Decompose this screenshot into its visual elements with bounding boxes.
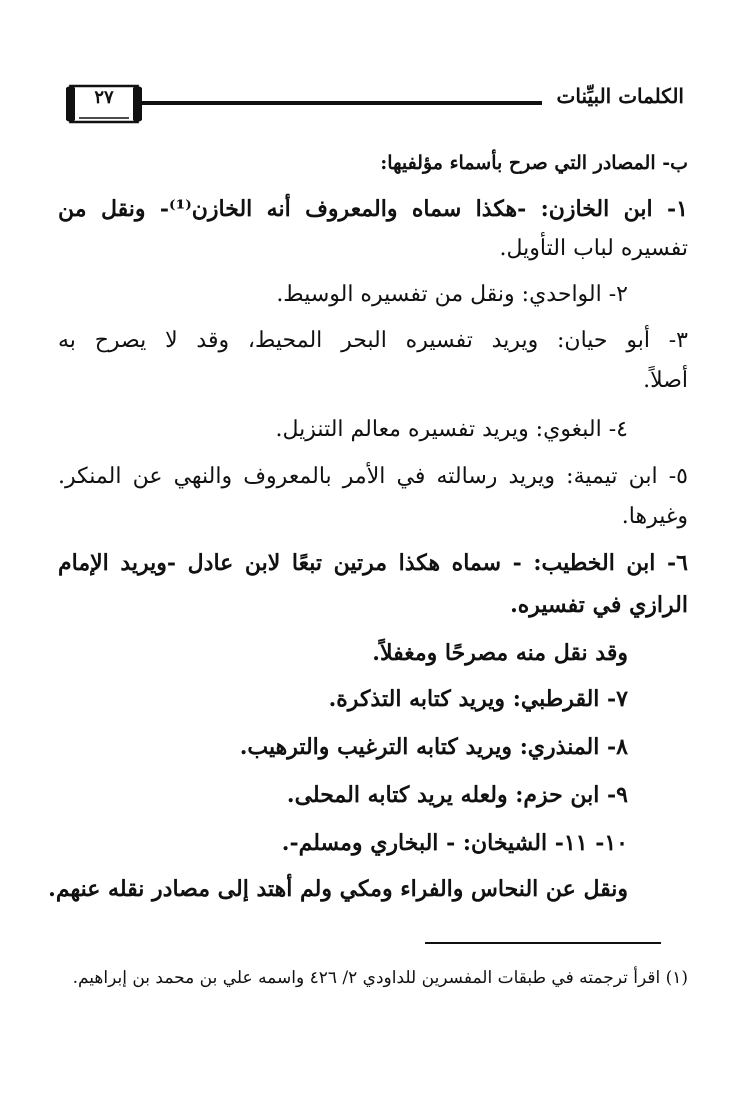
- footnote-rule: [425, 942, 661, 944]
- list-item-6-line-1: ٦- ابن الخطيب: - سماه هكذا مرتين تبعًا لابن عادل -ويريد الإمام: [58, 550, 688, 576]
- list-item-6-line-2: الرازي في تفسيره.: [510, 592, 688, 618]
- list-item-2: ٢- الواحدي: ونقل من تفسيره الوسيط.: [276, 282, 628, 307]
- source-note: وقد نقل منه مصرحًا ومغفلاً.: [372, 640, 628, 666]
- list-item-1-line-1: ١- ابن الخازن: -هكذا سماه والمعروف أنه الخازن⁽¹⁾- ونقل من: [58, 196, 688, 222]
- list-item-1-line-2: تفسيره لباب التأويل.: [499, 236, 688, 261]
- page-number-badge: [65, 82, 143, 126]
- footnote: (١) اقرأ ترجمته في طبقات المفسرين للداودي ٢/ ٤٢٦ واسمه علي بن محمد بن إبراهيم.: [72, 968, 688, 988]
- list-item-3-line-2: أصلاً.: [643, 368, 688, 393]
- list-item-3-line-1: ٣- أبو حيان: ويريد تفسيره البحر المحيط، وقد لا يصرح به: [58, 328, 688, 353]
- header-rule: [142, 101, 542, 105]
- closing-paragraph: ونقل عن النحاس والفراء ومكي ولم أهتد إلى مصادر نقله عنهم.: [48, 876, 628, 902]
- page-number: ٢٧: [94, 87, 114, 108]
- list-item-8: ٨- المنذري: ويريد كتابه الترغيب والترهيب.: [239, 734, 628, 760]
- list-item-5-line-1: ٥- ابن تيمية: ويريد رسالته في الأمر بالمعروف والنهي عن المنكر.: [58, 464, 688, 489]
- list-item-5-line-2: وغيرها.: [621, 504, 688, 529]
- list-item-9: ٩- ابن حزم: ولعله يريد كتابه المحلى.: [286, 782, 628, 808]
- list-item-10-11: ١٠- ١١- الشيخان: - البخاري ومسلم-.: [281, 830, 628, 856]
- section-subheading: ب- المصادر التي صرح بأسماء مؤلفيها:: [380, 152, 688, 174]
- list-item-4: ٤- البغوي: ويريد تفسيره معالم التنزيل.: [275, 417, 628, 442]
- list-item-7: ٧- القرطبي: ويريد كتابه التذكرة.: [328, 686, 628, 712]
- running-title: الكلمات البيِّنات: [556, 84, 684, 108]
